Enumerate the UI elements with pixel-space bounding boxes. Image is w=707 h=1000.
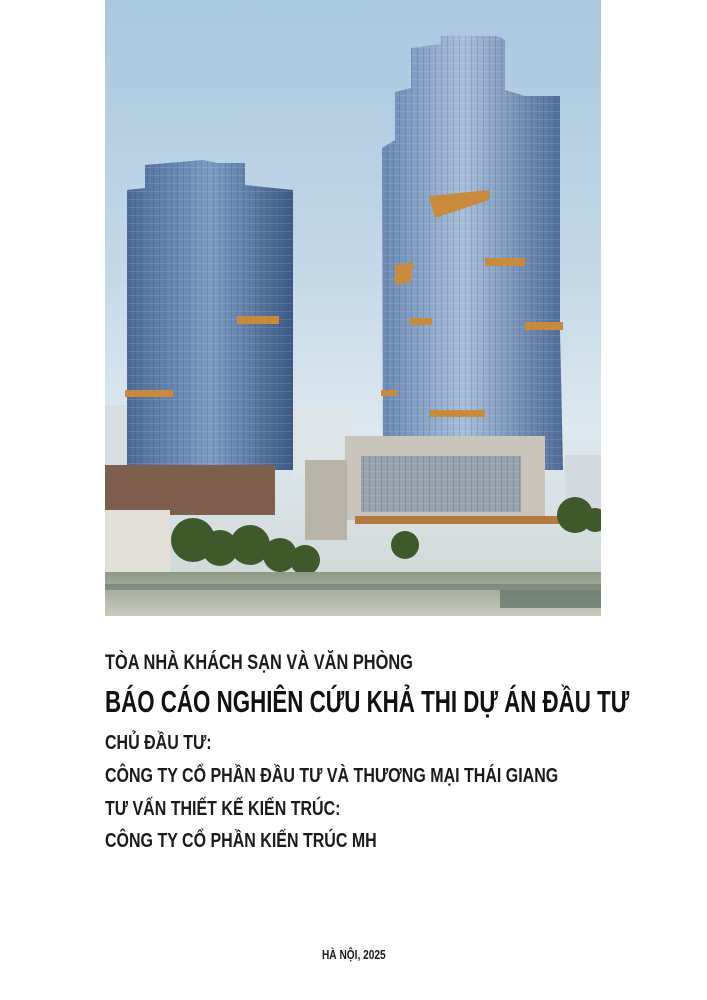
report-title: BÁO CÁO NGHIÊN CỨU KHẢ THI DỰ ÁN ĐẦU TƯ xyxy=(105,684,630,719)
footer-text: HÀ NỘI, 2025 xyxy=(321,947,386,962)
right-tower xyxy=(381,36,563,470)
consultant-label: TƯ VẤN THIẾT KẾ KIẾN TRÚC: xyxy=(105,798,341,820)
cover-image xyxy=(105,0,601,616)
investor-label: CHỦ ĐẦU TƯ: xyxy=(105,732,212,754)
subtitle: TÒA NHÀ KHÁCH SẠN VÀ VĂN PHÒNG xyxy=(105,651,413,674)
investor-name: CÔNG TY CỔ PHẦN ĐẦU TƯ VÀ THƯƠNG MẠI THÁI GIANG xyxy=(105,765,559,787)
consultant-name: CÔNG TY CỔ PHẦN KIẾN TRÚC MH xyxy=(105,830,377,852)
building-rendering xyxy=(105,0,601,616)
left-tower xyxy=(125,160,293,470)
footer-location-year xyxy=(0,947,707,962)
